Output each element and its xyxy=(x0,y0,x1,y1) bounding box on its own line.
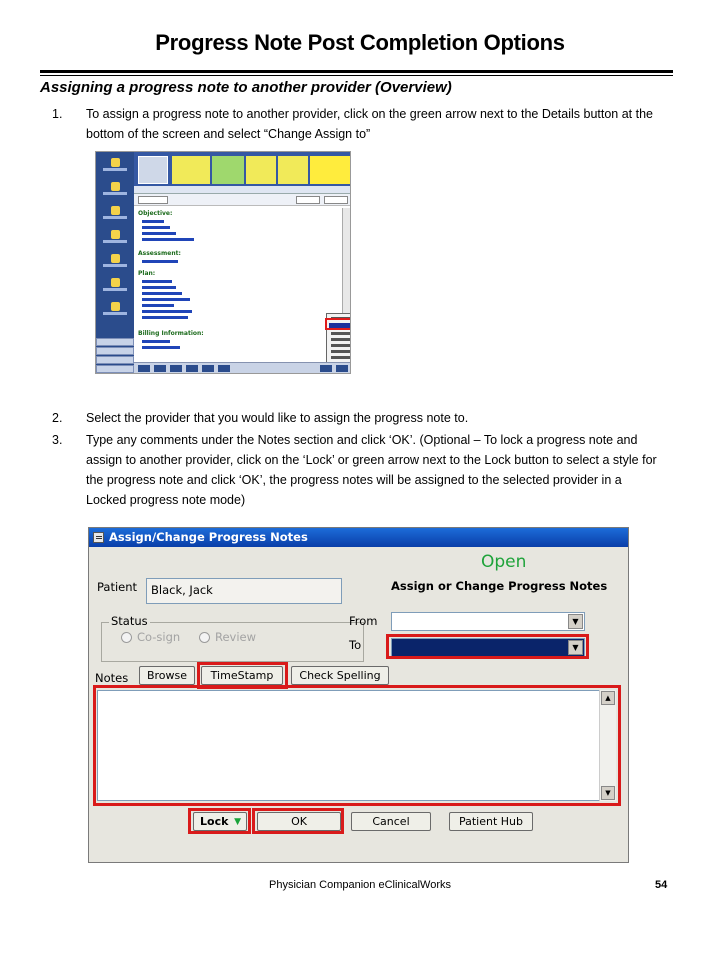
title-divider-thin xyxy=(40,75,673,76)
section-label: Assessment: xyxy=(138,250,181,257)
dialog-title: Assign/Change Progress Notes xyxy=(109,530,308,544)
dialog-titlebar xyxy=(89,528,628,547)
left-navigation-panel xyxy=(96,152,134,373)
ok-button[interactable]: OK xyxy=(257,812,341,831)
change-assign-highlight xyxy=(325,318,351,330)
from-label: From xyxy=(349,614,378,628)
nav-icon xyxy=(100,276,130,298)
browse-button[interactable]: Browse xyxy=(139,666,195,685)
step-number: 3. xyxy=(52,433,63,447)
timestamp-button[interactable]: TimeStamp xyxy=(201,666,283,685)
section-label: Billing Information: xyxy=(138,330,204,337)
step-text: To assign a progress note to another provider, click on the green arrow next to the Details button at the bottom of the screen and select “Change Assign to” xyxy=(86,107,653,141)
toolbar xyxy=(134,194,350,206)
progress-note-screenshot xyxy=(95,151,351,374)
step-text: Select the provider that you would like to assign the progress note to. xyxy=(86,411,469,425)
review-radio-label: Review xyxy=(215,630,257,644)
footer-text: Physician Companion eClinicalWorks xyxy=(269,879,451,891)
step-3 xyxy=(52,430,662,510)
patient-photo xyxy=(138,156,168,184)
assign-change-dialog xyxy=(88,527,629,863)
to-provider-highlight xyxy=(386,634,589,659)
ok-highlight xyxy=(252,808,344,834)
review-radio[interactable] xyxy=(199,632,210,643)
cancel-button[interactable]: Cancel xyxy=(351,812,431,831)
page-number: 54 xyxy=(655,879,668,891)
note-status: Open xyxy=(481,552,527,572)
banner-cell xyxy=(246,156,276,184)
step-number: 2. xyxy=(52,411,63,425)
chevron-down-icon[interactable]: ▼ xyxy=(568,640,583,655)
title-divider xyxy=(40,70,673,73)
step-number: 1. xyxy=(52,107,63,121)
banner-cell xyxy=(212,156,244,184)
lock-button-label: Lock xyxy=(200,815,229,828)
banner-cell xyxy=(278,156,308,184)
notes-label: Notes xyxy=(95,671,129,685)
step-1 xyxy=(52,104,662,144)
dialog-heading: Assign or Change Progress Notes xyxy=(391,579,608,593)
to-label: To xyxy=(349,638,362,652)
nav-icon xyxy=(100,300,130,322)
bottom-toolbar xyxy=(134,362,350,373)
step-text: Type any comments under the Notes section and click ‘OK’. (Optional – To lock a progress note and assign to another provider, click on the ‘Lock’ or green arrow next to the Lock button to select a style for the progress note and click ‘OK’, the progress notes will be assigned to the selected provider in a Locked progress note mode) xyxy=(86,433,657,507)
patient-label: Patient xyxy=(97,580,138,594)
green-arrow-icon[interactable]: ▼ xyxy=(234,817,241,827)
encounter-info-bar xyxy=(134,186,350,194)
cosign-radio[interactable] xyxy=(121,632,132,643)
page-title: Progress Note Post Completion Options xyxy=(155,30,565,55)
window-icon xyxy=(93,532,104,543)
nav-icon xyxy=(100,204,130,226)
nav-icon xyxy=(100,180,130,202)
from-provider-select[interactable] xyxy=(391,612,585,631)
step-2 xyxy=(52,408,662,428)
section-label: Plan: xyxy=(138,270,156,277)
patient-field[interactable]: Black, Jack xyxy=(146,578,342,604)
chevron-down-icon[interactable]: ▼ xyxy=(568,614,583,629)
nav-icon xyxy=(100,252,130,274)
status-group-label: Status xyxy=(111,614,148,628)
banner-cell xyxy=(310,156,350,184)
nav-tabs xyxy=(96,338,134,374)
cosign-radio-label: Co-sign xyxy=(137,630,181,644)
nav-icon xyxy=(100,228,130,250)
notes-highlight xyxy=(93,685,621,806)
note-body xyxy=(136,208,342,362)
scroll-down-icon[interactable]: ▼ xyxy=(601,786,615,800)
patient-hub-button[interactable]: Patient Hub xyxy=(449,812,533,831)
section-heading: Assigning a progress note to another provider (Overview) xyxy=(40,79,452,96)
lock-highlight xyxy=(188,808,251,834)
nav-icon xyxy=(100,156,130,178)
section-label: Objective: xyxy=(138,210,173,217)
banner-cell xyxy=(172,156,210,184)
scroll-up-icon[interactable]: ▲ xyxy=(601,691,615,705)
check-spelling-button[interactable]: Check Spelling xyxy=(291,666,389,685)
